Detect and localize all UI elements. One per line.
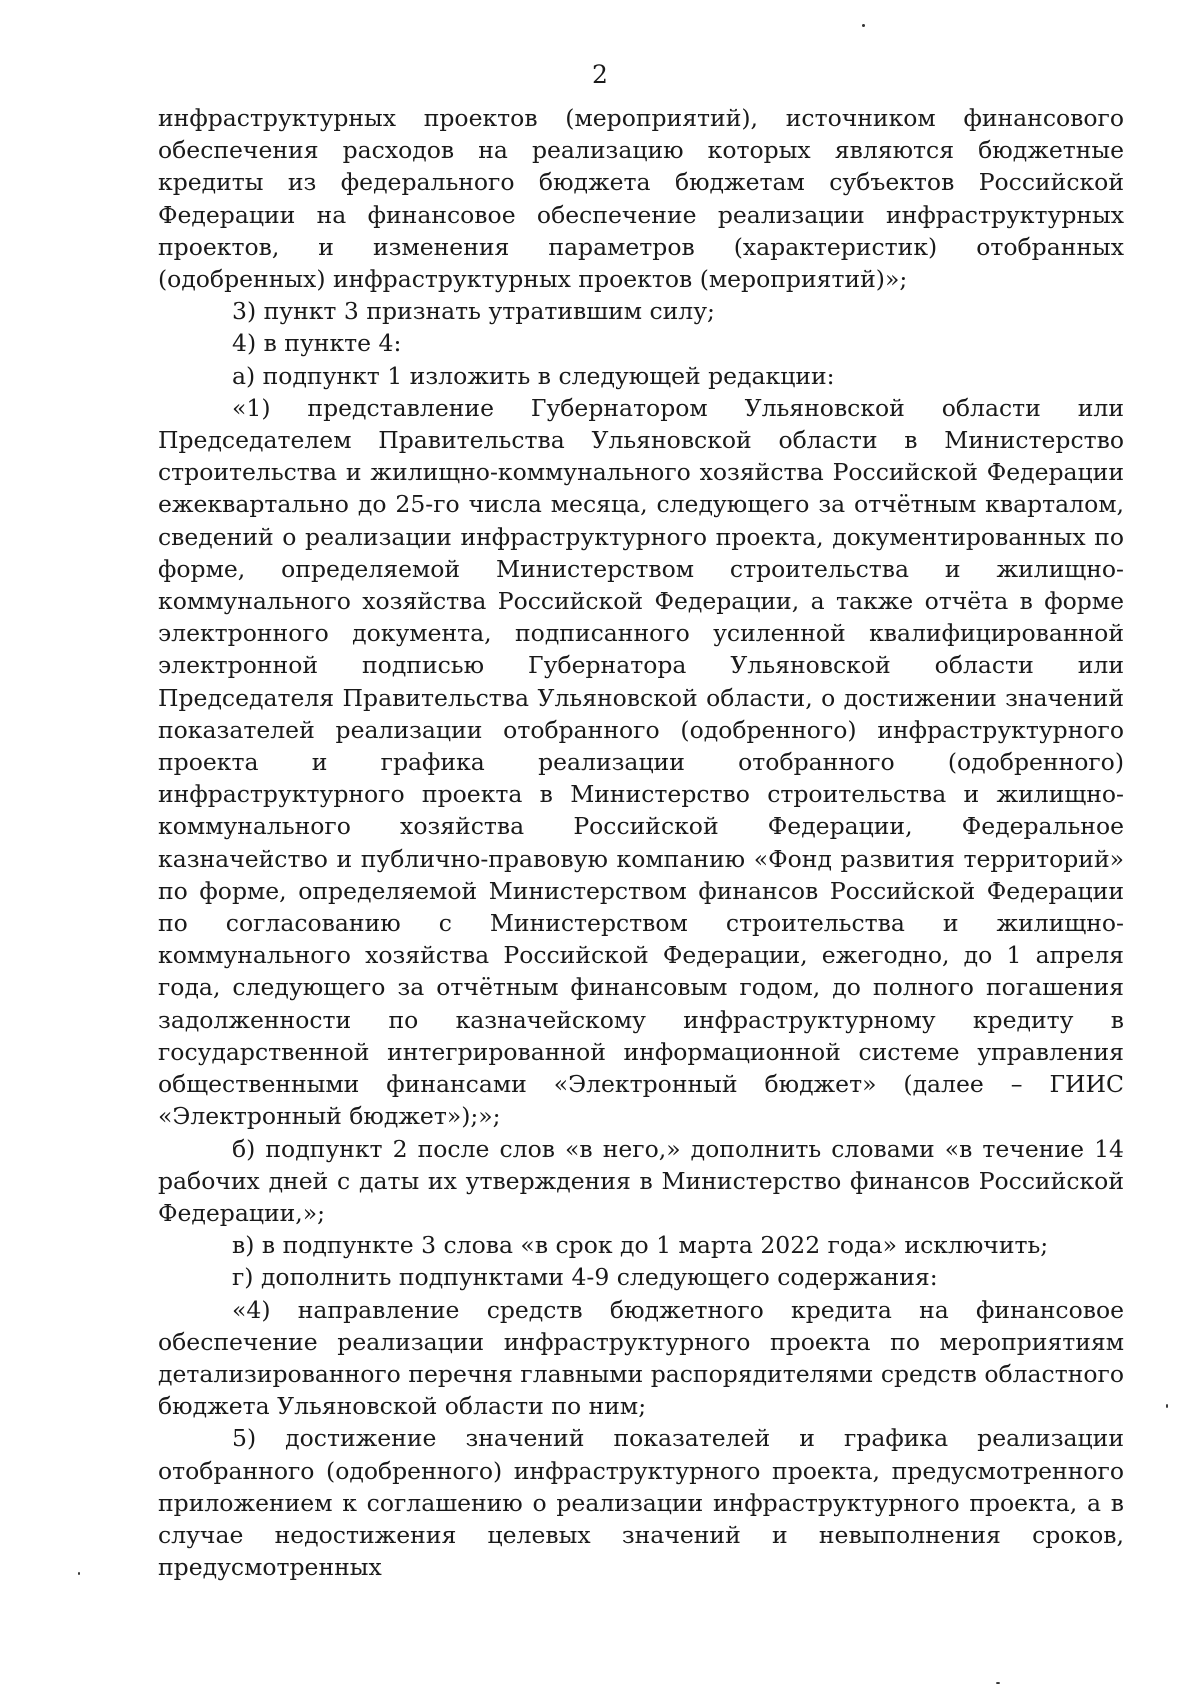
- paragraph: г) дополнить подпунктами 4-9 следующего содержания:: [232, 1263, 938, 1292]
- paragraph: «4) направление средств бюджетного кредита на финансовое обеспечение реализации инфраструктурного проекта по мероприятиям детализированного перечня главными распорядителями средств областного бюджета Ульяновской области по ним;: [158, 1295, 1124, 1421]
- document-body: [158, 102, 1124, 1583]
- scan-speck: [78, 1572, 80, 1575]
- paragraph: б) подпункт 2 после слов «в него,» дополнить словами «в течение 14 рабочих дней с даты их утверждения в Министерство финансов Российской Федерации,»;: [158, 1134, 1124, 1227]
- paragraph: 5) достижение значений показателей и графика реализации отобранного (одобренного) инфраструктурного проекта, предусмотренного приложением к соглашению о реализации инфраструктурного проекта, а в случае недостижения целевых значений и невыполнения сроков, предусмотренных: [158, 1424, 1124, 1582]
- paragraph: в) в подпункте 3 слова «в срок до 1 марта 2022 года» исключить;: [232, 1231, 1049, 1260]
- paragraph: инфраструктурных проектов (мероприятий), источником финансового обеспечения расходов на реализацию которых являются бюджетные кредиты из федерального бюджета бюджетам субъектов Российской Федерации на финансовое обеспечение реализации инфраструктурных проектов, и изменения параметров (характеристик) отобранных (одобренных) инфраструктурных проектов (мероприятий)»;: [158, 104, 1124, 294]
- scan-speck: [862, 24, 865, 27]
- scan-speck: [996, 1682, 1000, 1684]
- paragraph: «1) представление Губернатором Ульяновской области или Председателем Правительства Ульяновской области в Министерство строительства и жилищно-коммунального хозяйства Российской Федерации ежеквартально до 25-го числа месяца, следующего за отчётным кварталом, сведений о реализации инфраструктурного проекта, документированных по форме, определяемой Министерством строительства и жилищно-коммунального хозяйства Российской Федерации, а также отчёта в форме электронного документа, подписанного усиленной квалифицированной электронной подписью Губернатора Ульяновской области или Председателя Правительства Ульяновской области, о достижении значений показателей реализации отобранного (одобренного) инфраструктурного проекта и графика реализации отобранного (одобренного) инфраструктурного проекта в Министерство строительства и жилищно-коммунального хозяйства Российской Федерации, Федеральное казначейство и публично-правовую компанию «Фонд развития территорий» по форме, определяемой Министерством финансов Российской Федерации по согласованию с Министерством строительства и жилищно-коммунального хозяйства Российской Федерации, ежегодно, до 1 апреля года, следующего за отчётным финансовым годом, до полного погашения задолженности по казначейскому инфраструктурному кредиту в государственной интегрированной информационной системе управления общественными финансами «Электронный бюджет» (далее – ГИИС «Электронный бюджет»);»;: [158, 393, 1124, 1131]
- paragraph: а) подпункт 1 изложить в следующей редакции:: [232, 361, 835, 390]
- page-number: 2: [592, 60, 608, 89]
- paragraph: 3) пункт 3 признать утратившим силу;: [232, 297, 715, 326]
- scan-speck: [1166, 1404, 1168, 1408]
- paragraph: 4) в пункте 4:: [232, 329, 402, 358]
